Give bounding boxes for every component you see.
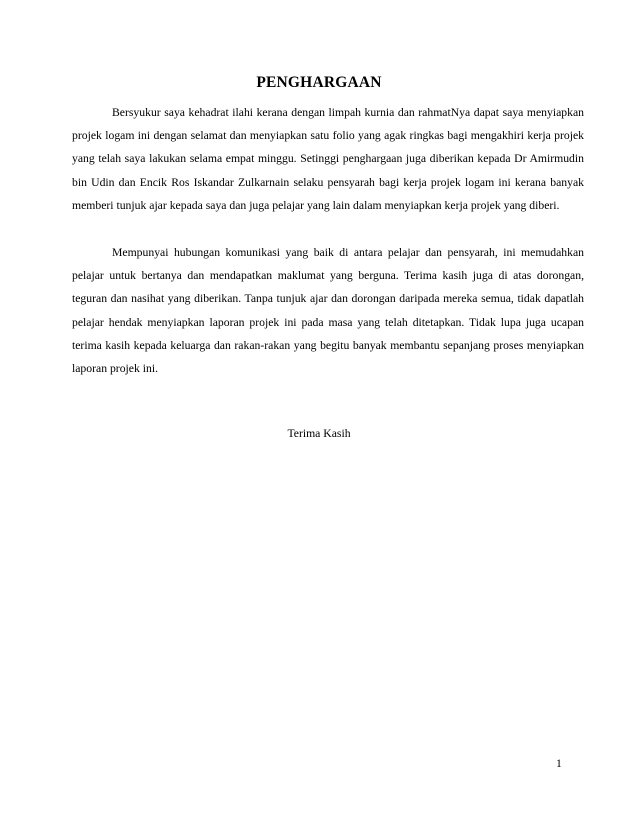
page-number: 1 bbox=[556, 757, 562, 770]
paragraph-2: Mempunyai hubungan komunikasi yang baik di antara pelajar dan pensyarah, ini memudahkan pelajar untuk bertanya dan mendapatkan maklumat yang berguna. Terima kasih juga di atas dorongan, teguran dan nasihat yang diberikan. Tanpa tunjuk ajar dan dorongan daripada mereka semua, tidak dapatlah pelajar hendak menyiapkan laporan projek ini pada masa yang telah ditetapkan. Tidak lupa juga ucapan terima kasih kepada keluarga dan rakan-rakan yang begitu banyak membantu sepanjang proses menyiapkan laporan projek ini. bbox=[72, 246, 584, 376]
closing-text: Terima Kasih bbox=[287, 427, 351, 440]
page-title: PENGHARGAAN bbox=[256, 74, 382, 91]
paragraph-1: Bersyukur saya kehadrat ilahi kerana dengan limpah kurnia dan rahmatNya dapat saya menyiapkan projek logam ini dengan selamat dan menyiapkan satu folio yang agak ringkas bagi mengakhiri kerja projek yang telah saya lakukan selama empat minggu. Setinggi penghargaan juga diberikan kepada Dr Amirmudin bin Udin dan Encik Ros Iskandar Zulkarnain selaku pensyarah bagi kerja projek logam ini kerana banyak memberi tunjuk ajar kepada saya dan juga pelajar yang lain dalam menyiapkan kerja projek yang diberi. bbox=[72, 106, 584, 212]
